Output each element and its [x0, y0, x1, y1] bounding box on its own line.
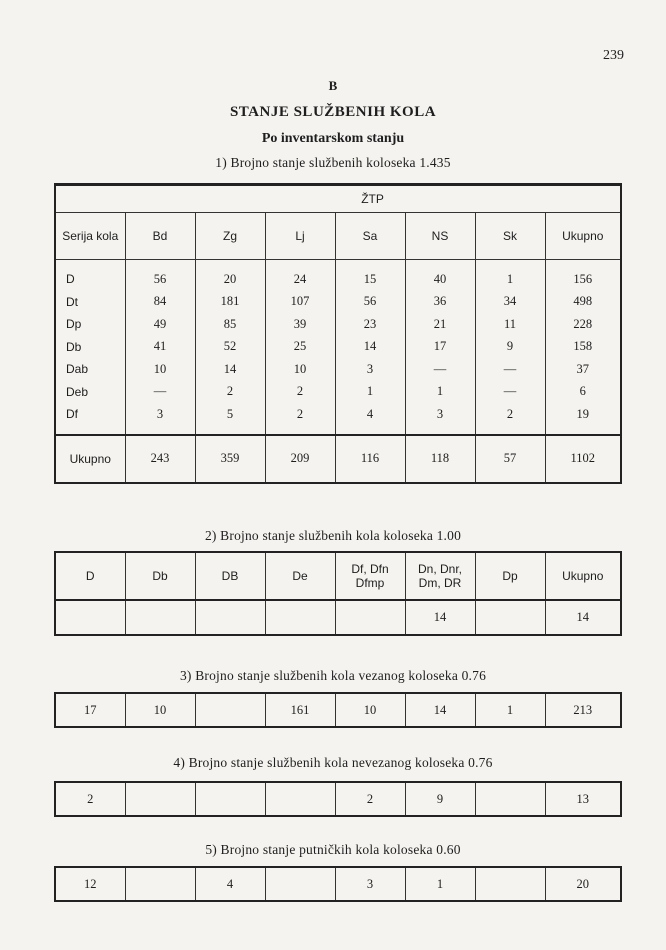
table2: [54, 551, 622, 636]
table-cell: 19: [545, 403, 621, 435]
table-cell: Db: [66, 339, 82, 354]
table-cell: 107: [265, 291, 335, 314]
table-row: [55, 782, 621, 816]
table-cell: [265, 782, 335, 816]
table-cell: [475, 600, 545, 635]
table-cell: 118: [405, 435, 475, 483]
table2-header: Dn, Dnr, Dm, DR: [405, 552, 475, 600]
table2-header: Db: [125, 552, 195, 600]
table2-header: Dp: [475, 552, 545, 600]
table-cell: 5: [195, 403, 265, 435]
table-cell: 14: [195, 358, 265, 381]
table-cell: 2: [335, 782, 405, 816]
table3-caption: 3) Brojno stanje službenih kola vezanog koloseka 0.76: [179, 668, 487, 683]
table2-header: DB: [195, 552, 265, 600]
table-cell: 498: [545, 291, 621, 314]
table-cell: 13: [545, 782, 621, 816]
table-cell: Deb: [66, 384, 89, 399]
table-cell: 56: [335, 291, 405, 314]
table-cell: 14: [405, 693, 475, 727]
table-cell: 15: [335, 260, 405, 291]
table-cell: 10: [125, 693, 195, 727]
table5: [54, 866, 622, 902]
page-subtitle: Po inventarskom stanju: [261, 131, 405, 146]
table-cell: D: [66, 272, 75, 287]
table-cell: 156: [545, 260, 621, 291]
table-row: [55, 381, 621, 404]
table-cell: 9: [405, 782, 475, 816]
table-cell: [475, 867, 545, 901]
table-cell: 14: [405, 600, 475, 635]
table-cell: —: [475, 358, 545, 381]
table-cell: 10: [265, 358, 335, 381]
table1-header: Ukupno: [545, 213, 621, 260]
table1-header: Zg: [195, 213, 265, 260]
table-cell: 49: [125, 313, 195, 336]
table-cell: 56: [125, 260, 195, 291]
table2-header: De: [265, 552, 335, 600]
table1-total-row: [55, 435, 621, 483]
table-cell: Df: [66, 407, 78, 422]
table-cell: 181: [195, 291, 265, 314]
table1-header: Sa: [335, 213, 405, 260]
table-cell: 20: [195, 260, 265, 291]
table-cell: 21: [405, 313, 475, 336]
table-row: [55, 600, 621, 635]
table-cell: [475, 782, 545, 816]
table1-header: Lj: [265, 213, 335, 260]
table-cell: 158: [545, 336, 621, 359]
table-cell: 1: [405, 381, 475, 404]
table-cell: [265, 867, 335, 901]
table-cell: 12: [84, 876, 97, 891]
table-cell: 11: [475, 313, 545, 336]
table-cell: 24: [265, 260, 335, 291]
table-cell: [125, 782, 195, 816]
table-cell: 2: [265, 403, 335, 435]
table-cell: 14: [335, 336, 405, 359]
table-cell: Dp: [66, 317, 82, 332]
table1: [54, 183, 622, 484]
table5-caption: 5) Brojno stanje putničkih kola koloseka 0.60: [205, 842, 461, 857]
table3: [54, 692, 622, 728]
table2-header: Df, Dfn Dfmp: [335, 552, 405, 600]
table-cell: 116: [335, 435, 405, 483]
table-cell: [195, 600, 265, 635]
table1-header-blank: [55, 185, 125, 213]
table-cell: 1102: [545, 435, 621, 483]
table-cell: 4: [195, 867, 265, 901]
table-cell: 2: [195, 381, 265, 404]
table-cell: 37: [545, 358, 621, 381]
table-cell: [335, 600, 405, 635]
table-row: [55, 403, 621, 435]
table-cell: 34: [475, 291, 545, 314]
table-cell: [125, 867, 195, 901]
table-row: [55, 336, 621, 359]
table-cell: 52: [195, 336, 265, 359]
table-cell: 1: [475, 693, 545, 727]
table1-caption: 1) Brojno stanje službenih koloseka 1.435: [215, 155, 451, 170]
table-cell: 6: [545, 381, 621, 404]
table-cell: 243: [125, 435, 195, 483]
table-cell: 57: [475, 435, 545, 483]
table-cell: 3: [335, 867, 405, 901]
table-cell: 2: [265, 381, 335, 404]
table-cell: 1: [335, 381, 405, 404]
table-cell: 23: [335, 313, 405, 336]
table1-header: Serija kola: [55, 213, 125, 260]
table-cell: —: [405, 358, 475, 381]
table-cell: 84: [125, 291, 195, 314]
table-cell: 10: [335, 693, 405, 727]
table-cell: 1: [405, 867, 475, 901]
table-cell: 2: [475, 403, 545, 435]
table-cell: [55, 600, 125, 635]
table-row: [55, 313, 621, 336]
table-cell: 228: [545, 313, 621, 336]
table-cell: 1: [475, 260, 545, 291]
table-cell: 39: [265, 313, 335, 336]
table-row: [55, 358, 621, 381]
table1-header: Sk: [475, 213, 545, 260]
table-cell: 20: [545, 867, 621, 901]
table-cell: 9: [475, 336, 545, 359]
table-cell: [195, 693, 265, 727]
table1-header: NS: [405, 213, 475, 260]
table-cell: [125, 600, 195, 635]
table-cell: [195, 782, 265, 816]
table-cell: 3: [125, 403, 195, 435]
table-cell: 213: [545, 693, 621, 727]
table-cell: 3: [335, 358, 405, 381]
table2-header: D: [55, 552, 125, 600]
table-cell: 4: [335, 403, 405, 435]
table-cell: 85: [195, 313, 265, 336]
table-cell: [265, 600, 335, 635]
table-row: [55, 291, 621, 314]
page-title: STANJE SLUŽBENIH KOLA: [229, 104, 437, 120]
table-cell: 17: [84, 702, 97, 717]
table-cell: Dab: [66, 362, 89, 377]
table-cell: 17: [405, 336, 475, 359]
table-cell: 3: [405, 403, 475, 435]
table-cell: 36: [405, 291, 475, 314]
table-cell: 359: [195, 435, 265, 483]
table-cell: —: [125, 381, 195, 404]
table1-header: Bd: [125, 213, 195, 260]
table-row: [55, 693, 621, 727]
table-row: [55, 260, 621, 291]
table1-group-header: ŽTP: [125, 185, 621, 213]
table-cell: 14: [545, 600, 621, 635]
table2-header: Ukupno: [545, 552, 621, 600]
table2-caption: 2) Brojno stanje službenih kola koloseka 1.00: [204, 528, 462, 543]
table-cell: 41: [125, 336, 195, 359]
table-row: [55, 867, 621, 901]
table4: [54, 781, 622, 817]
table-cell: 209: [265, 435, 335, 483]
page-number: 239: [603, 48, 624, 63]
table4-caption: 4) Brojno stanje službenih kola nevezanog koloseka 0.76: [173, 755, 493, 770]
table-cell: 161: [265, 693, 335, 727]
table-cell: 40: [405, 260, 475, 291]
table-cell: 25: [265, 336, 335, 359]
table-cell: 2: [87, 791, 94, 806]
table-cell: —: [475, 381, 545, 404]
section-letter: B: [328, 78, 338, 93]
table-cell: 10: [125, 358, 195, 381]
table-cell: Dt: [66, 294, 78, 309]
table-cell: Ukupno: [55, 435, 125, 483]
